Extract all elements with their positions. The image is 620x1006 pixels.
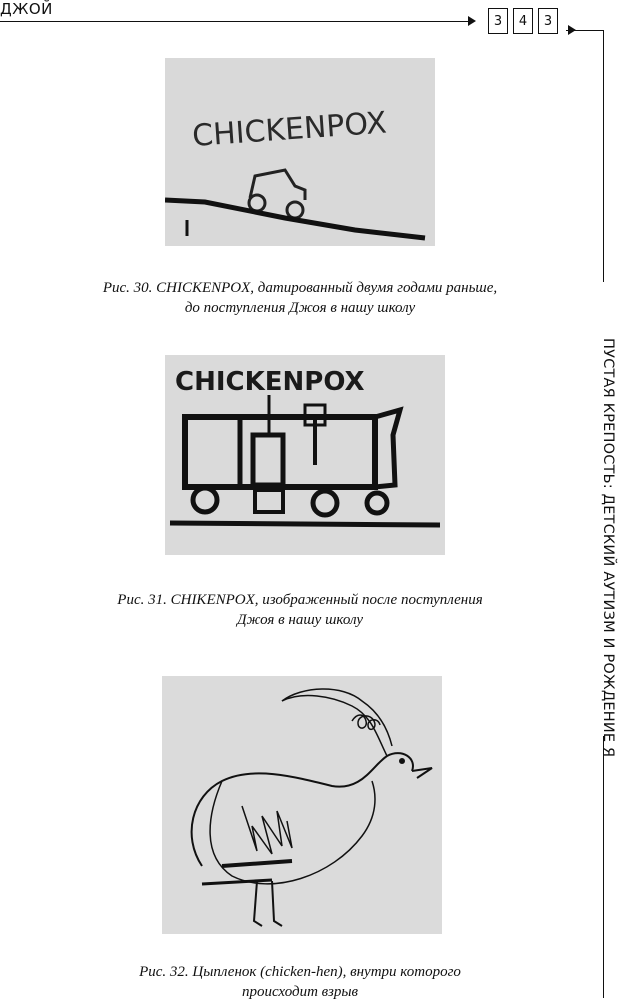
figure-32-drawing [162,676,442,934]
figure-30-drawing [165,58,435,246]
book-side-title: ПУСТАЯ КРЕПОСТЬ: ДЕТСКИЙ АУТИЗМ И РОЖДЕНИЕ Я [600,338,616,758]
caption-line: Джоя в нашу школу [237,612,363,628]
drawing-label: CHICKENPOX [175,367,365,397]
figure-31-caption [20,590,580,630]
figure-30-caption [20,278,580,318]
running-title: ДЖОЙ [0,0,53,18]
caption-line: Рис. 30. CHICKENPOX, датированный двумя годами раньше, [102,280,498,296]
header-rule [0,21,470,22]
header-arrow [568,25,576,35]
figure-31-drawing [165,355,445,555]
page-number-digit: 4 [513,8,533,34]
side-rule [603,736,604,998]
page-number-digit: 3 [538,8,558,34]
caption-line: происходит взрыв [241,984,359,1000]
caption-line: Рис. 32. Цыпленок (chicken-hen), внутри которого [139,964,461,980]
caption-line: Рис. 31. CHIKENPOX, изображенный после поступления [117,592,483,608]
page-number-digit: 3 [488,8,508,34]
header-arrow [468,16,476,26]
drawing-label: CHICKENPOX [191,105,388,154]
caption-line: до поступления Джоя в нашу школу [184,300,416,316]
side-rule [603,30,604,282]
figure-32-caption [20,962,580,1002]
